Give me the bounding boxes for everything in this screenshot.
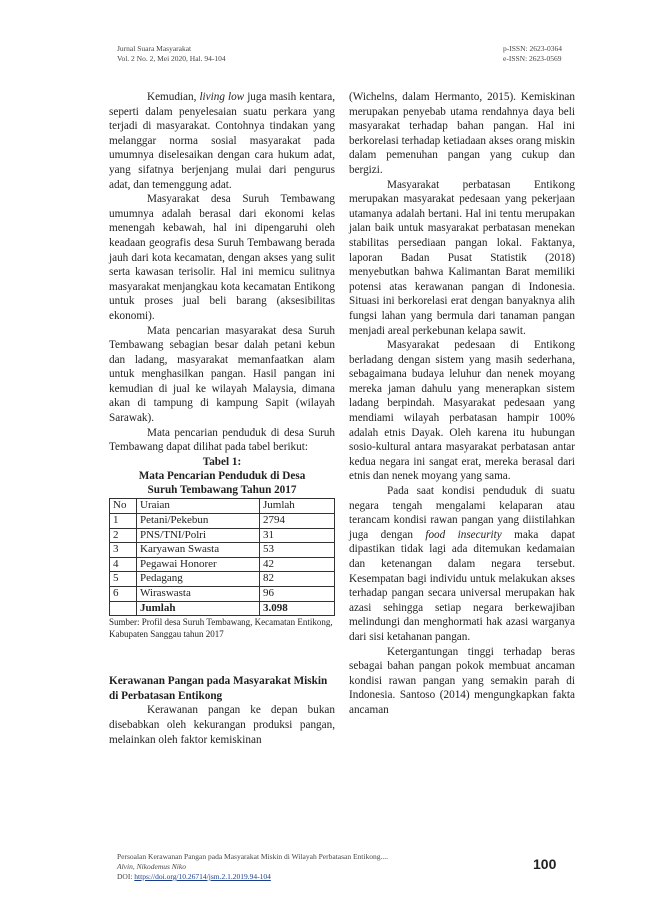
footer-article-title: Persoalan Kerawanan Pangan pada Masyarakat Miskin di Wilayah Perbatasan Entikong.... <box>117 852 388 861</box>
doi-link[interactable]: https://doi.org/10.26714/jsm.2.1.2019.94-104 <box>134 872 271 881</box>
section-heading: Kerawanan Pangan pada Masyarakat Miskin di Perbatasan Entikong <box>109 675 328 702</box>
cell-uraian: Pedagang <box>137 572 260 587</box>
table-row <box>110 543 335 558</box>
table-label: Tabel 1: <box>202 455 242 468</box>
pissn: p-ISSN: 2623-0364 <box>503 44 562 53</box>
paragraph: (Wichelns, dalam Hermanto, 2015). Kemiskinan merupakan penyebab utama rendahnya daya beli masyarakat terhadap bahan pangan. Hal ini berkorelasi terhadap ketiadaan akses orang miskin dalam pemenuhan pangan yang cukup dan bergizi. <box>349 91 575 176</box>
cell-uraian: PNS/TNI/Polri <box>137 528 260 543</box>
journal-volume: Vol. 2 No. 2, Mei 2020, Hal. 94-104 <box>117 54 226 63</box>
footer-authors: Alvin, Nikodemus Niko <box>117 862 186 871</box>
cell-no: 2 <box>110 528 137 543</box>
left-column <box>109 90 335 747</box>
cell-jumlah: 82 <box>260 572 335 587</box>
paragraph: Ketergantungan tinggi terhadap beras sebagai bahan pangan pokok membuat ancaman kondisi rawan pangan yang semakin parah di Indonesia. Santoso (2014) mengungkapkan fakta ancaman <box>349 645 575 716</box>
page-footer <box>117 852 388 882</box>
table-title-line: Mata Pencarian Penduduk di Desa <box>138 470 306 483</box>
table-row <box>110 528 335 543</box>
cell-empty <box>110 601 137 616</box>
paragraph: Mata pencarian penduduk di desa Suruh Tembawang dapat dilihat pada tabel berikut: <box>109 426 335 454</box>
text: maka dapat dipastikan tidak lagi ada ditemukan kedamaian dan ketenangan dalam negara tersebut. Kesempatan bagi individu untuk melakukan akses terhadap pangan secara universal merupakan hak azasi sehingga setiap negara berkewajiban melindungi dan menghormati hak azasi warganya dari sisi ketahanan pangan. <box>349 528 575 643</box>
footer-doi <box>117 872 388 882</box>
cell-no: 6 <box>110 587 137 602</box>
table-source: Sumber: Profil desa Suruh Tembawang, Kecamatan Entikong, Kabupaten Sanggau tahun 2017 <box>109 617 333 640</box>
page-number: 100 <box>533 856 557 872</box>
table-row <box>110 572 335 587</box>
table-title-line: Suruh Tembawang Tahun 2017 <box>147 484 297 497</box>
cell-jumlah: 96 <box>260 587 335 602</box>
text: Kemudian, <box>147 91 200 103</box>
paragraph <box>349 484 575 645</box>
cell-jumlah: 31 <box>260 528 335 543</box>
paragraph: Masyarakat pedesaan di Entikong berladang dengan sistem yang masih sederhana, sebagaimana budaya leluhur dan nenek moyang mereka jaman dahulu yang menerapkan sistem ladang berpindah. Masyarakat pedesaan yang mendiami wilayah perbatasan hampir 100% adalah etnis Dayak. Oleh karena itu hubungan sosio-kultural antara masyarakat perbatasan antar kedua negara ini sangat erat, mereka berasal dari etnis dan nenek moyang yang sama. <box>349 339 575 483</box>
cell-jumlah: 53 <box>260 543 335 558</box>
table-caption <box>109 455 335 498</box>
journal-header-right <box>503 44 562 64</box>
table-row <box>110 557 335 572</box>
eissn: e-ISSN: 2623-0569 <box>503 54 562 63</box>
header-uraian: Uraian <box>137 499 260 514</box>
cell-no: 1 <box>110 514 137 529</box>
text: Pada saat kondisi penduduk di suatu negara tengah mengalami kelaparan atau terancam kondisi rawan pangan yang diistilahkan juga dengan <box>349 485 575 541</box>
paragraph <box>109 90 335 192</box>
doi-label: DOI: <box>117 872 135 881</box>
table-row <box>110 514 335 529</box>
cell-no: 5 <box>110 572 137 587</box>
paragraph: Masyarakat perbatasan Entikong merupakan masyarakat pedesaan yang pekerjaan utamanya adalah bertani. Hal ini tentu merupakan jalan baik untuk masyarakat perbatasan menekan stabilitas persediaan pangan lokal. Faktanya, laporan Badan Pusat Statistik (2018) menyebutkan bahwa Kalimantan Barat memiliki potensi atas kerawanan pangan di Indonesia. Situasi ini berkorelasi erat dengan banyaknya alih fungsi lahan yang bermula dari tanaman pangan menjadi areal perkebunan kelapa sawit. <box>349 178 575 337</box>
header-no: No <box>110 499 137 514</box>
occupation-table <box>109 498 335 616</box>
journal-header-left <box>117 44 226 64</box>
right-column <box>349 90 575 718</box>
cell-jumlah: 2794 <box>260 514 335 529</box>
table-row <box>110 587 335 602</box>
header-jumlah: Jumlah <box>260 499 335 514</box>
journal-name: Jurnal Suara Masyarakat <box>117 44 192 53</box>
cell-uraian: Karyawan Swasta <box>137 543 260 558</box>
paragraph: Mata pencarian masyarakat desa Suruh Tembawang sebagian besar dalah petani kebun dan ladang, masyarakat memanfaatkan alam untuk menghasilkan pangan. Hasil pangan ini kemudian di jual ke wilayah Malaysia, dimana akan di tampung di kampung Sapit (wilayah Sarawak). <box>109 324 335 425</box>
emphasis-text: food insecurity <box>425 528 502 541</box>
cell-jumlah: 42 <box>260 557 335 572</box>
cell-uraian: Wiraswasta <box>137 587 260 602</box>
cell-no: 3 <box>110 543 137 558</box>
total-label: Jumlah <box>137 601 260 616</box>
cell-no: 4 <box>110 557 137 572</box>
table-header-row <box>110 499 335 514</box>
table-total-row <box>110 601 335 616</box>
total-value: 3.098 <box>260 601 335 616</box>
emphasis-text: living low <box>199 91 245 103</box>
paragraph: Kerawanan pangan ke depan bukan disebabkan oleh kekurangan produksi pangan, melainkan oleh faktor kemiskinan <box>109 704 335 746</box>
cell-uraian: Pegawai Honorer <box>137 557 260 572</box>
cell-uraian: Petani/Pekebun <box>137 514 260 529</box>
text: juga masih kentara, seperti dalam penyelesaian suatu perkara yang terjadi di masyarakat. Contohnya tindakan yang melanggar norma sosial masyarakat pada umumnya diselesaikan dengan cara hukum adat, yang sifatnya berjenjang mulai dari pengurus adat, dan temenggung adat. <box>109 91 335 191</box>
paragraph: Masyarakat desa Suruh Tembawang umumnya adalah berasal dari ekonomi kelas menengah kebawah, hal ini dipengaruhi oleh keadaan geografis desa Suruh Tembawang berada jauh dari kota kecamatan, dengan akses yang sulit serta kawasan terisolir. Hal ini memicu sulitnya masyarakat menjangkau kota kecamatan Entikong untuk proses jual beli barang (aksesibilitas ekonomi). <box>109 193 335 322</box>
